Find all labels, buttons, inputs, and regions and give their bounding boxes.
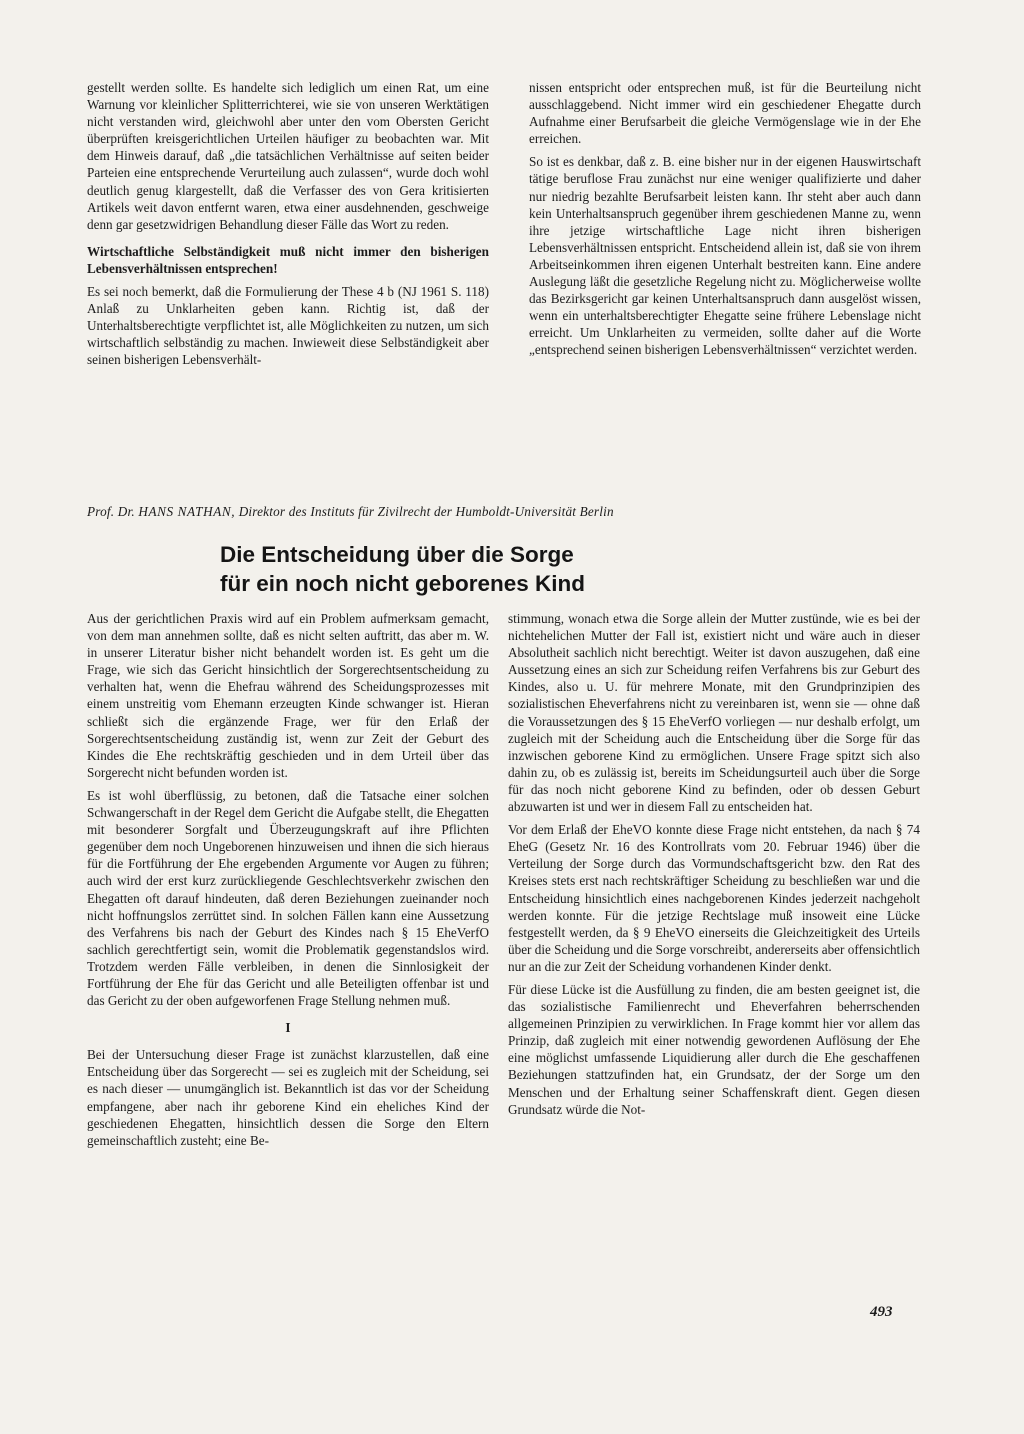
author-name: HANS NATHAN,	[138, 504, 236, 519]
author-affiliation: Direktor des Instituts für Zivilrecht der Humboldt-Universität Berlin	[238, 504, 614, 519]
paragraph: gestellt werden sollte. Es handelte sich lediglich um einen Rat, um eine Warnung vor kleinlicher Splitterrichterei, wie sie von unseren Werktätigen nicht verstanden wird, gleichwohl aber unter den vom Obersten Gericht überprüften kreisgerichtlichen Urteilen häufiger zu beobachten war. Mit dem Hinweis darauf, daß „die tatsächlichen Verhältnisse auf seiten beider Parteien eine entsprechende Verurteilung auch zulassen“, wurde doch wohl deutlich genug klargestellt, daß die Verfasser des von Gera kritisierten Artikels weit davon entfernt waren, etwa einer ausdehnenden, geschweige denn gar gesetzwidrigen Behandlung dieser Fälle das Wort zu reden.	[87, 80, 489, 232]
bottom-right-column	[508, 610, 920, 1124]
paragraph: Aus der gerichtlichen Praxis wird auf ein Problem aufmerksam gemacht, von dem man annehmen sollte, daß es nicht selten auftritt, das aber m. W. in unserer Literatur bisher nicht behandelt worden ist. Es geht um die Frage, wie sich das Gericht hinsichtlich der Sorgerechtsentscheidung zu verhalten hat, wenn die Ehefrau während des Scheidungsprozesses mit einem unstreitig vom Ehemann erzeugten Kinde schwanger ist. Hieran schließt sich die ergänzende Frage, wer für den Erlaß der Sorgerechtsentscheidung zuständig ist, wenn zur Zeit der Geburt des Kindes die Ehe rechtskräftig geschieden und in dem Urteil über das Sorgerecht nicht befunden worden ist.	[87, 611, 489, 780]
page-number: 493	[870, 1304, 893, 1320]
article-title-line-1: Die Entscheidung über die Sorge	[220, 542, 574, 567]
article-title	[220, 540, 720, 598]
paragraph: Es sei noch bemerkt, daß die Formulierung der These 4 b (NJ 1961 S. 118) Anlaß zu Unklarheiten geben kann. Richtig ist, daß der Unterhaltsberechtigte verpflichtet ist, alle Möglichkeiten zu nutzen, um sich wirtschaftlich selbständig zu machen. Inwieweit diese Selbständigkeit aber seinen bisherigen Lebensverhält-	[87, 284, 489, 368]
top-left-column	[87, 79, 489, 375]
paragraph: nissen entspricht oder entsprechen muß, ist für die Beurteilung nicht ausschlaggebend. Nicht immer wird ein geschiedener Ehegatte durch Aufnahme einer Berufsarbeit die gleiche Vermögenslage wie in der Ehe erreichen.	[529, 80, 921, 147]
paragraph: Bei der Untersuchung dieser Frage ist zunächst klarzustellen, daß eine Entscheidung über das Sorgerecht — sei es zugleich mit der Scheidung, sei es nach dieser — unumgänglich ist. Bekanntlich ist das vor der Scheidung empfangene, aber nach ihr geborene Kind ein eheliches Kind der geschiedenen Ehegatten, hinsichtlich dessen die Sorge den Eltern gemeinschaftlich zusteht; eine Be-	[87, 1047, 489, 1148]
section-subheading: Wirtschaftliche Selbständigkeit muß nicht immer den bisherigen Lebensverhältnissen entsprechen!	[87, 243, 489, 276]
paragraph: Es ist wohl überflüssig, zu betonen, daß die Tatsache einer solchen Schwangerschaft in der Regel dem Gericht die Aufgabe stellt, die Ehegatten mit besonderer Sorgfalt und Überzeugungskraft auf ihre Pflichten gegenüber dem noch Ungeborenen hinzuweisen und ihnen die sich hieraus für die Fortführung der Ehe ergebenden Argumente vor Augen zu führen; auch wird der erst kurz zurückliegende Geschlechtsverkehr zwischen den Ehegatten oft darauf hindeuten, daß deren Beziehungen zueinander noch nicht hoffnungslos zerrüttet sind. In solchen Fällen kann eine Aussetzung des Verfahrens bis nach der Geburt des Kindes nach § 15 EheVerfO sachlich gerechtfertigt sein, womit die Problematik gegenstandslos wird. Trotzdem werden Fälle verbleiben, in denen die Sinnlosigkeit der Fortführung der Ehe für das Gericht und alle Beteiligten offenbar ist und das Gericht zu der oben aufgeworfenen Frage Stellung nehmen muß.	[87, 787, 489, 1009]
paragraph: stimmung, wonach etwa die Sorge allein der Mutter zustünde, wie es bei der nichtehelichen Mutter der Fall ist, existiert nicht und wäre auch in dieser Absolutheit sachlich nicht berechtigt. Weiter ist davon auszugehen, daß eine Aussetzung eines an sich zur Scheidung reifen Verfahrens bis zur Geburt des Kindes, also u. U. für mehrere Monate, mit den Grundprinzipien des sozialistischen Eheverfahrens nicht zu vereinbaren ist, wenn sie — ohne daß die Voraussetzungen des § 15 EheVerfO vorliegen — nur deshalb erfolgt, um zugleich mit der Scheidung auch die Entscheidung über die Sorge für das inzwischen geborene Kind zu ermöglichen. Unsere Frage spitzt sich also dahin zu, ob es zulässig ist, bereits im Scheidungsurteil auch über die Sorge für das noch nicht geborene Kind zu befinden, oder ob dessen Geburt abzuwarten ist und wer in diesem Fall zu entscheiden hat.	[508, 611, 920, 815]
article-title-line-2: für ein noch nicht geborenes Kind	[220, 571, 586, 596]
author-title: Prof. Dr.	[87, 504, 135, 519]
paragraph: So ist es denkbar, daß z. B. eine bisher nur in der eigenen Hauswirtschaft tätige beruflose Frau zunächst nur eine weniger qualifizierte und daher nur niedrig bezahlte Berufsarbeit leisten kann. Ihr steht aber auch dann kein Unterhaltsanspruch gegenüber ihrem geschiedenen Manne zu, wenn ihre jetzige wirtschaftliche Lage nicht ihren bisherigen Lebensverhältnissen entspricht. Entscheidend allein ist, daß sie von ihrem Arbeitseinkommen ihren eigenen Unterhalt bestreiten kann. Eine andere Auslegung läßt die gesetzliche Regelung nicht zu. Möglicherweise wollte das Bezirksgericht gar keinen Unterhaltsanspruch dann ausgelöst wissen, wenn ein unterhaltsberechtigter Ehegatte seine frühere Lebenslage nicht erreicht. Um Unklarheiten zu vermeiden, sollte daher auf die Worte „entsprechend seinen bisherigen Lebensverhältnissen“ verzichtet werden.	[529, 154, 921, 358]
top-right-column	[529, 79, 921, 365]
bottom-left-column	[87, 610, 489, 1155]
section-number: I	[285, 1020, 291, 1036]
paragraph: Vor dem Erlaß der EheVO konnte diese Frage nicht entstehen, da nach § 74 EheG (Gesetz Nr. 16 des Kontrollrats vom 20. Februar 1946) über die Verteilung der Sorge durch das Vormundschaftsgericht bzw. den Rat des Kreises stets erst nach rechtskräftiger Scheidung zu beschließen war und die Entscheidung hinsichtlich eines nachgeborenen Kindes jederzeit nachgeholt werden konnte. Für die jetzige Rechtslage muß insoweit eine Lücke festgestellt werden, da § 9 EheVO einerseits die Gleichzeitigkeit des Urteils über die Scheidung und die Sorge vorschreibt, andererseits aber offensichtlich nur an die zur Zeit der Scheidung vorhandenen Kinder denkt.	[508, 822, 920, 974]
paragraph: Für diese Lücke ist die Ausfüllung zu finden, die am besten geeignet ist, die das sozialistische Familienrecht und Eheverfahren beherrschenden allgemeinen Prinzipien zu verwirklichen. In Frage kommt hier vor allem das Prinzip, daß zugleich mit einer notwendig gewordenen Auflösung der Ehe eine möglichst umfassende Liquidierung aller durch die Ehe geschaffenen Beziehungen stattzufinden hat, ein Grundsatz, der der Sorge um den Menschen und der Erhaltung seiner Schaffenskraft dient. Gegen diesen Grundsatz würde die Not-	[508, 981, 920, 1117]
author-byline	[87, 504, 922, 520]
